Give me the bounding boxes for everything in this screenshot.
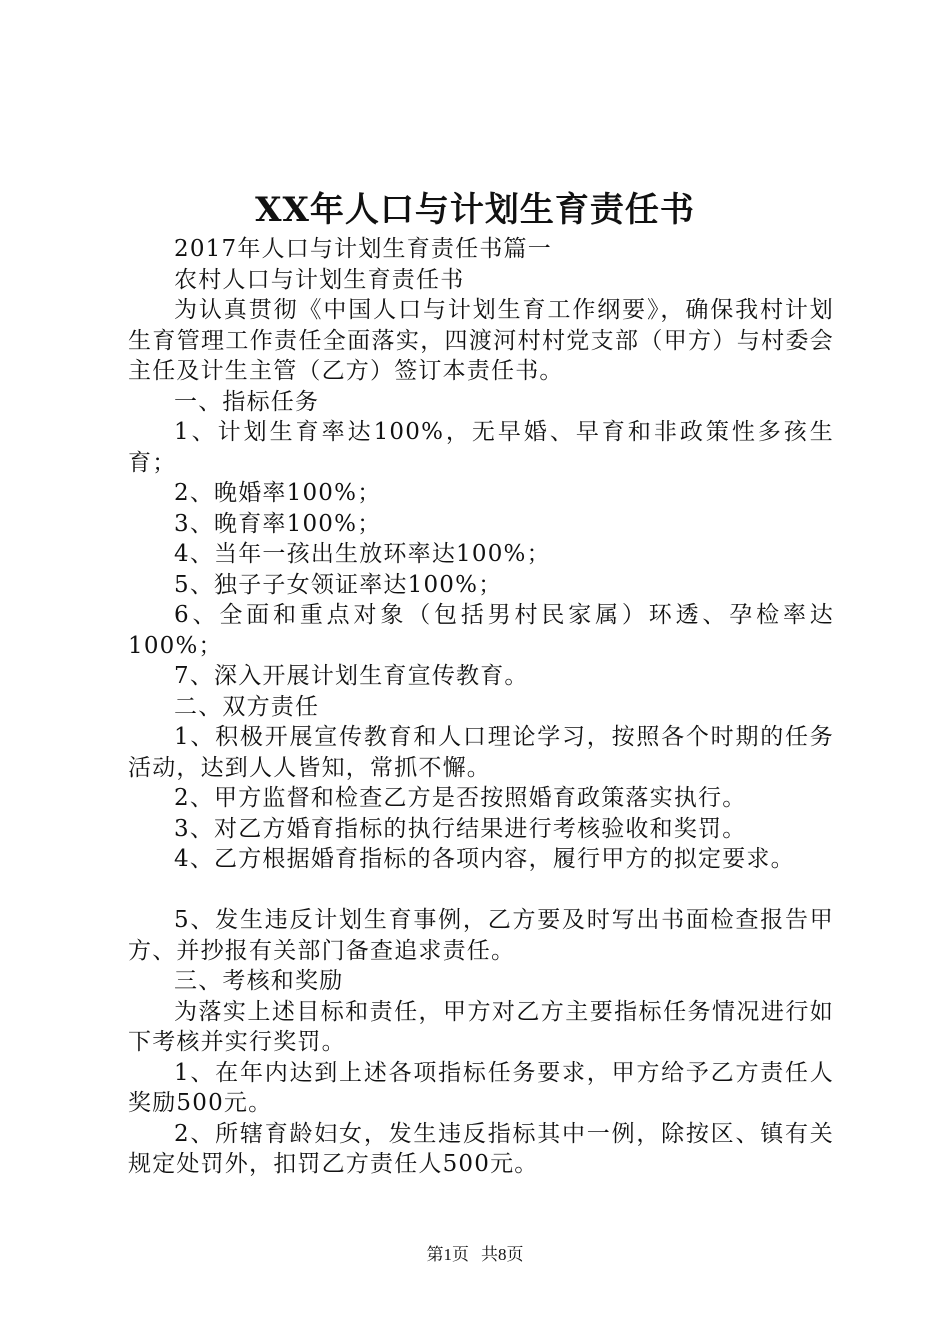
list-item: 2、晚婚率100%； [174, 480, 382, 506]
list-item: 7、深入开展计划生育宣传教育。 [174, 663, 529, 689]
list-item: 2、甲方监督和检查乙方是否按照婚育政策落实执行。 [174, 785, 747, 811]
list-item: 6、全面和重点对象（包括男村民家属）环透、孕检率达100%； [128, 602, 834, 659]
list-item: 4、乙方根据婚育指标的各项内容，履行甲方的拟定要求。 [174, 846, 795, 872]
list-item: 1、积极开展宣传教育和人口理论学习，按照各个时期的任务活动，达到人人皆知，常抓不懈。 [128, 724, 834, 781]
document-body [128, 234, 834, 1180]
list-item: 1、在年内达到上述各项指标任务要求，甲方给予乙方责任人奖励500元。 [128, 1059, 834, 1116]
body-paragraph: 为落实上述目标和责任，甲方对乙方主要指标任务情况进行如下考核并实行奖罚。 [128, 998, 834, 1055]
intro-paragraph: 为认真贯彻《中国人口与计划生育工作纲要》，确保我村计划生育管理工作责任全面落实，四渡河村村党支部（甲方）与村委会主任及计生主管（乙方）签订本责任书。 [128, 297, 834, 384]
page-total: 共8页 [481, 1245, 524, 1264]
blank-line [128, 875, 834, 906]
subtitle-line: 农村人口与计划生育责任书 [174, 266, 465, 293]
page-footer [0, 1244, 950, 1266]
list-item: 4、当年一孩出生放环率达100%； [174, 541, 551, 567]
section-heading: 三、考核和奖励 [174, 968, 344, 994]
section-heading: 二、双方责任 [174, 693, 320, 720]
list-item: 2、所辖育龄妇女，发生违反指标其中一例，除按区、镇有关规定处罚外，扣罚乙方责任人500元。 [128, 1120, 834, 1177]
page-number: 第1页 [426, 1245, 469, 1264]
list-item: 5、发生违反计划生育事例，乙方要及时写出书面检查报告甲方、并抄报有关部门备查追求责任。 [128, 907, 834, 964]
subtitle-line: 2017年人口与计划生育责任书篇一 [174, 236, 552, 262]
document-title: XX年人口与计划生育责任书 [255, 190, 695, 230]
section-heading: 一、指标任务 [174, 388, 320, 415]
list-item: 3、晚育率100%； [174, 510, 382, 537]
list-item: 5、独子子女领证率达100%； [174, 571, 503, 598]
list-item: 3、对乙方婚育指标的执行结果进行考核验收和奖罚。 [174, 815, 747, 842]
list-item: 1、计划生育率达100%，无早婚、早育和非政策性多孩生育； [128, 419, 834, 476]
